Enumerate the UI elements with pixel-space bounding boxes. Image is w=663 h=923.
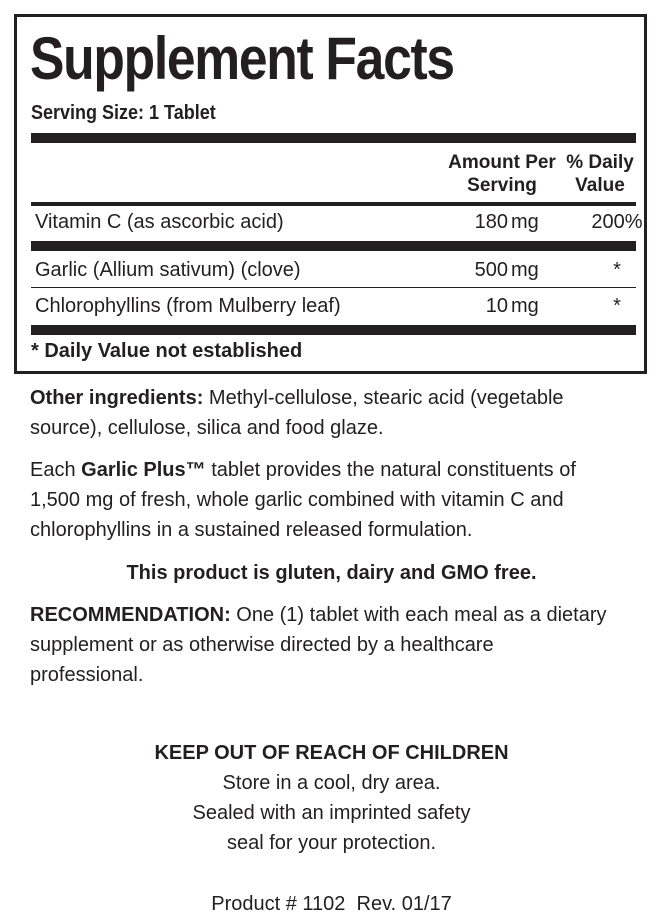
product-description: Each Garlic Plus™ tablet provides the natural constituents of 1,500 mg of fresh, whole garlic combined with vitamin C and chlorophyllins in a sustained released formulation. — [30, 459, 576, 541]
nutrient-row — [31, 291, 636, 321]
allergen-free-statement: This product is gluten, dairy and GMO free. — [126, 562, 537, 584]
amount-per-serving-header: Amount Per Serving — [448, 152, 556, 196]
supplement-facts-panel — [14, 14, 647, 374]
thick-divider — [31, 241, 636, 251]
daily-value-footnote: * Daily Value not established — [31, 340, 303, 362]
warning-heading: KEEP OUT OF REACH OF CHILDREN — [154, 742, 509, 764]
nutrient-unit: mg — [511, 259, 539, 281]
nutrient-daily-value: 200% — [591, 211, 643, 233]
nutrient-name: Garlic (Allium sativum) (clove) — [35, 259, 301, 281]
nutrient-amount: 180 — [474, 211, 508, 233]
serving-size: Serving Size: 1 Tablet — [31, 102, 216, 124]
storage-line: Store in a cool, dry area. — [222, 772, 441, 794]
seal-line: seal for your protection. — [227, 832, 436, 854]
nutrient-daily-value: * — [613, 259, 621, 281]
nutrient-row — [31, 255, 636, 285]
nutrient-name: Vitamin C (as ascorbic acid) — [35, 211, 284, 233]
nutrient-unit: mg — [511, 295, 539, 317]
recommendation-label: RECOMMENDATION: — [30, 604, 231, 626]
nutrient-unit: mg — [511, 211, 539, 233]
header-divider — [31, 202, 636, 206]
nutrient-amount: 10 — [485, 295, 508, 317]
recommendation: RECOMMENDATION: One (1) tablet with each meal as a dietary supplement or as otherwise directed by a healthcare professional. — [30, 604, 607, 686]
nutrient-daily-value: * — [613, 295, 621, 317]
panel-title: Supplement Facts — [30, 25, 454, 92]
other-ingredients: Other ingredients: Methyl-cellulose, stearic acid (vegetable source), cellulose, silica and food glaze. — [30, 387, 564, 439]
warnings-block — [0, 738, 663, 858]
nutrient-name: Chlorophyllins (from Mulberry leaf) — [35, 295, 341, 317]
nutrient-amount: 500 — [474, 259, 508, 281]
seal-line: Sealed with an imprinted safety — [192, 802, 471, 824]
nutrient-row — [31, 207, 643, 237]
thick-divider — [31, 325, 636, 335]
other-ingredients-label: Other ingredients: — [30, 387, 204, 409]
product-name: Garlic Plus™ — [81, 459, 206, 481]
thick-divider — [31, 133, 636, 143]
daily-value-header: % Daily Value — [566, 152, 634, 196]
product-number: Product # 1102 Rev. 01/17 — [211, 893, 452, 915]
row-divider — [31, 287, 636, 288]
